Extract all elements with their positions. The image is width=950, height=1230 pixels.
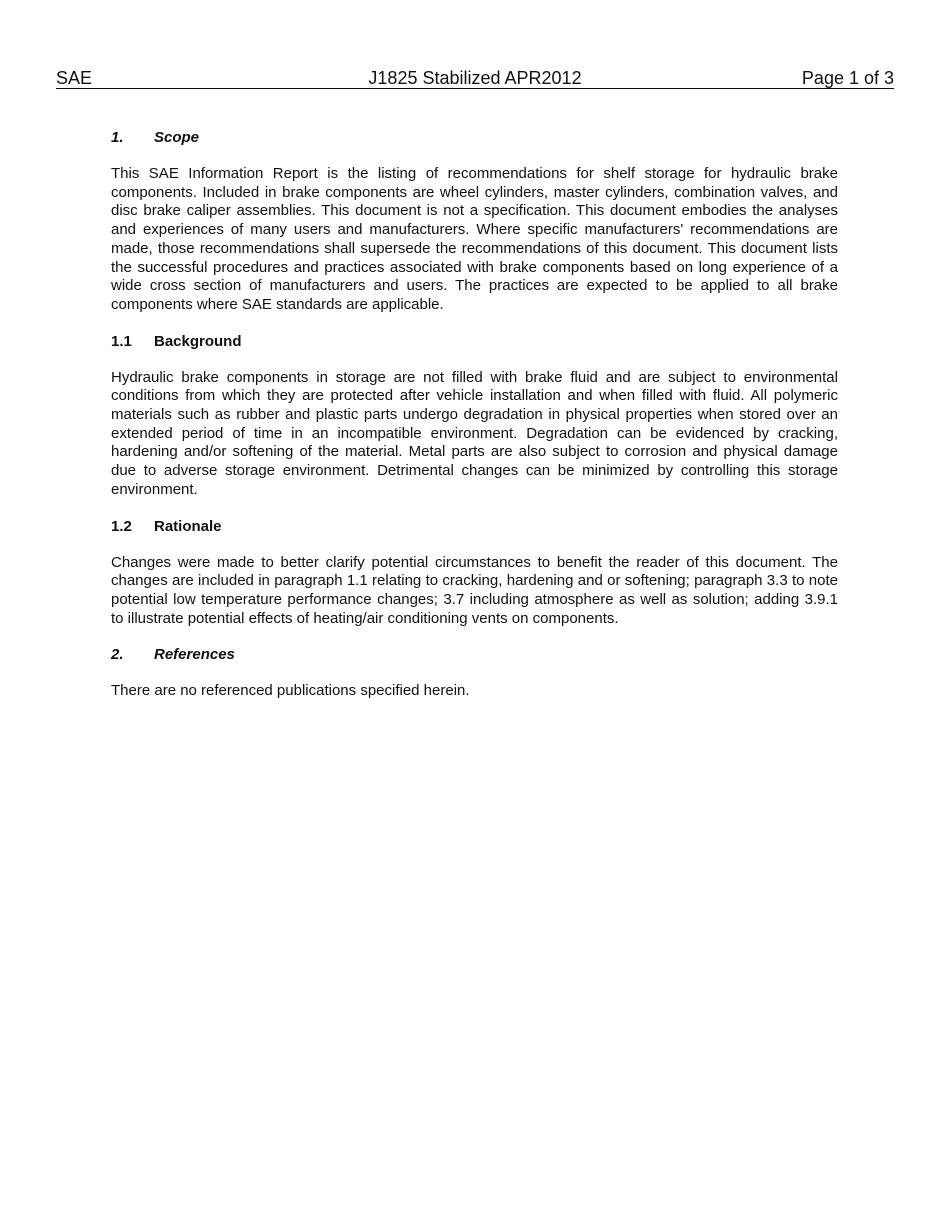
- section-title: Rationale: [154, 517, 222, 535]
- section-references: [111, 645, 838, 701]
- section-background: [111, 332, 838, 500]
- section-paragraph: This SAE Information Report is the listing of recommendations for shelf storage for hydraulic brake components. Included in brake components are wheel cylinders, master cylinders, combination valves, and disc brake caliper assemblies. This document is not a specification. This document embodies the analyses and experiences of many users and manufacturers. Where specific manufacturers' recommendations are made, those recommendations shall supersede the recommendations of this document. This document lists the successful procedures and practices associated with brake components based on long experience of a wide cross section of manufacturers and users. The practices are expected to be applied to all brake components where SAE standards are applicable.: [111, 165, 838, 313]
- section-paragraph: There are no referenced publications specified herein.: [111, 682, 470, 700]
- header-org: SAE: [56, 68, 93, 88]
- section-number: 1.1: [111, 332, 132, 350]
- section-heading: [111, 332, 838, 352]
- section-paragraph: Changes were made to better clarify potential circumstances to benefit the reader of this document. The changes are included in paragraph 1.1 relating to cracking, hardening and or softening; paragraph 3.3 to note potential low temperature performance changes; 3.7 including atmosphere as well as solution; adding 3.9.1 to illustrate potential effects of heating/air conditioning vents on components.: [111, 553, 838, 627]
- page-header: [56, 68, 894, 89]
- header-page-number: Page 1 of 3: [801, 68, 894, 88]
- section-paragraph: Hydraulic brake components in storage are not filled with brake fluid and are subject to environmental conditions from which they are protected after vehicle installation and when filled with fluid. All polymeric materials such as rubber and plastic parts undergo degradation in physical properties when stored over an extended period of time in an incompatible environment. Degradation can be evidenced by cracking, hardening and/or softening of the material. Metal parts are also subject to corrosion and physical damage due to adverse storage environment. Detrimental changes can be minimized by controlling this storage environment.: [111, 368, 838, 498]
- section-heading: [111, 128, 838, 148]
- header-document-id: J1825 Stabilized APR2012: [368, 68, 582, 88]
- section-number: 1.: [111, 129, 124, 146]
- section-number: 1.2: [111, 517, 132, 535]
- section-number: 2.: [111, 646, 124, 664]
- section-heading: [111, 517, 838, 537]
- document-body: [111, 128, 838, 718]
- section-title: Scope: [154, 129, 200, 146]
- section-rationale: [111, 517, 838, 629]
- section-title: Background: [154, 332, 242, 350]
- section-scope: [111, 128, 838, 315]
- section-title: References: [154, 646, 235, 664]
- section-heading: [111, 645, 838, 665]
